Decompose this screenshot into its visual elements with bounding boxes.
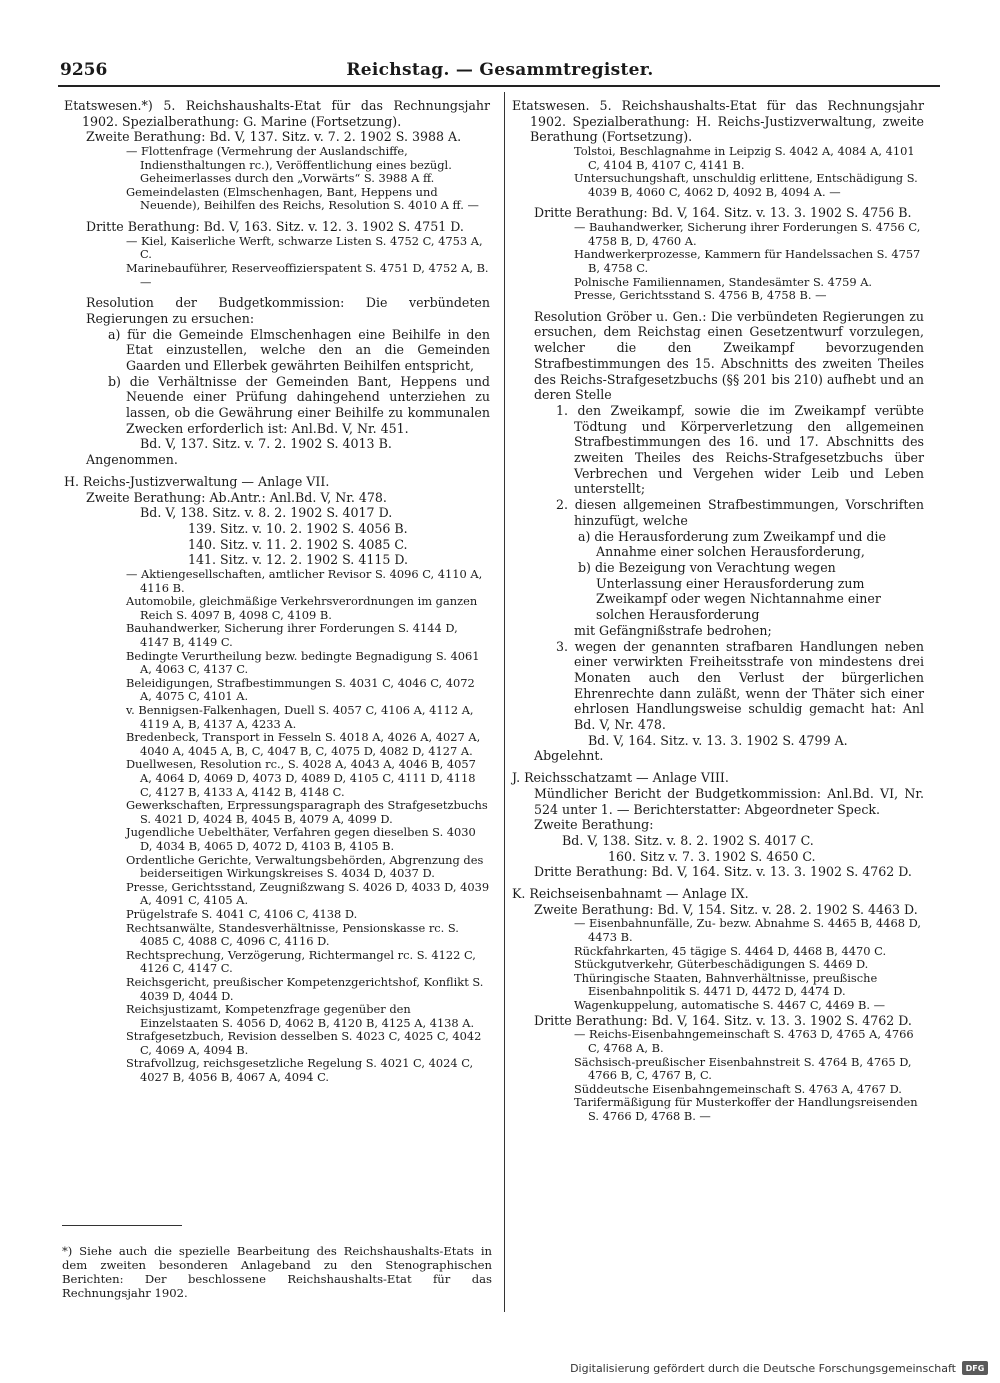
index-entry: Rechtsprechung, Verzögerung, Richtermangel rc. S. 4122 C, 4126 C, 4147 C. [126, 947, 476, 976]
second-reading: Zweite Berathung: Bd. V, 154. Sitz. v. 28. 2. 1902 S. 4463 D. [534, 901, 918, 917]
resolution-item-2b: b) die Bezeigung von Verachtung wegen Unterlassung einer Herausforderung zum Zweikampf oder wegen Nichtannahme einer solchen Herausforderung [578, 560, 881, 623]
resolution-item-3: 3. wegen der genannten strafbaren Handlungen neben einer verwirkten Freiheitsstrafe von mindestens drei Monaten auch den Verlust der bürgerlichen Ehrenrechte dann zuläßt, wenn der Thäter sich einer ehrlosen Handlungsweise schuldig gemacht hat: Anl Bd. V, Nr. 478. [556, 638, 924, 733]
index-entry: Prügelstrafe S. 4041 C, 4106 C, 4138 D. [126, 906, 358, 921]
section-heading-j: J. Reichsschatzamt — Anlage VIII. [512, 770, 729, 786]
footnote: *) Siehe auch die spezielle Bearbeitung des Reichshaushalts-Etats in dem zweiten besonderen Anlageband zu den Stenographischen Berichten: Der beschlossene Reichshaushalts-Etat für das Rechnungsjahr 1902. [62, 1243, 492, 1300]
session-ref: 141. Sitz. v. 12. 2. 1902 S. 4115 D. [188, 552, 409, 568]
resolution-item-a: a) für die Gemeinde Elmschenhagen eine Beihilfe in den Etat einzustellen, welche den an die Gemeinden Gaarden und Ellerbek gewährten Beihilfen entspricht, [108, 326, 490, 373]
resolution-item-2: 2. diesen allgemeinen Strafbestimmungen, Vorschriften hinzufügt, welche [556, 497, 924, 528]
index-entry: Gemeindelasten (Elmschenhagen, Bant, Heppens und Neuende), Beihilfen des Reichs, Resolution S. 4010 A ff. — [126, 184, 479, 213]
index-entry: Presse, Gerichtsstand, Zeugnißzwang S. 4026 D, 4033 D, 4039 A, 4091 C, 4105 A. [126, 879, 490, 908]
index-entry: — Flottenfrage (Vermehrung der Auslandschiffe, Indiensthaltungen rc.), Veröffentlichung eines bezügl. Geheimerlasses durch den „Vorwärts“ S. 3988 A ff. [126, 144, 452, 186]
index-entry: Süddeutsche Eisenbahngemeinschaft S. 4763 A, 4767 D. [574, 1081, 902, 1096]
index-entry: Jugendliche Uebelthäter, Verfahren gegen dieselben S. 4030 D, 4034 B, 4065 D, 4072 D, 4103 B, 4105 B. [126, 825, 476, 853]
header-rule [58, 85, 940, 87]
resolution-reference: Bd. V, 137. Sitz. v. 7. 2. 1902 S. 4013 B. [140, 436, 392, 452]
index-entry: Rechtsanwälte, Standesverhältnisse, Pensionskasse rc. S. 4085 C, 4088 C, 4096 C, 4116 D. [126, 920, 459, 949]
third-reading: Dritte Berathung: Bd. V, 163. Sitz. v. 12. 3. 1902 S. 4751 D. [86, 219, 464, 235]
index-entry: Marinebauführer, Reserveoffizierspatent S. 4751 D, 4752 A, B. — [126, 260, 489, 289]
index-entry: Bredenbeck, Transport in Fesseln S. 4018 A, 4026 A, 4027 A, 4040 A, 4045 A, B, C, 4047 B, C, 4075 D, 4082 D, 4127 A. [126, 730, 481, 758]
column-divider [504, 92, 505, 1312]
index-entry: Tarifermäßigung für Musterkoffer der Handlungsreisenden S. 4766 D, 4768 B. — [574, 1095, 918, 1123]
index-entry: — Eisenbahnunfälle, Zu- bezw. Abnahme S. 4465 B, 4468 D, 4473 B. [574, 916, 921, 945]
credit-text: Digitalisierung gefördert durch die Deutsche Forschungsgemeinschaft [570, 1361, 956, 1375]
index-entry: Reichsgericht, preußischer Kompetenzgerichtshof, Konflikt S. 4039 D, 4044 D. [126, 974, 484, 1003]
index-entry: Beleidigungen, Strafbestimmungen S. 4031 C, 4046 C, 4072 A, 4075 C, 4101 A. [126, 675, 475, 704]
page-title: Reichstag. — Gesammtregister. [346, 60, 654, 80]
resolution-item-1: 1. den Zweikampf, sowie die im Zweikampf verübte Tödtung und Körperverletzung den allgemeinen Strafbestimmungen des 16. und 17. Abschnitts des zweiten Theiles des Reichs-Strafgesetzbuchs über Verbrechen und Vergehen wider Leib und Leben unterstellt; [556, 402, 924, 497]
index-entry: Strafgesetzbuch, Revision desselben S. 4023 C, 4025 C, 4042 C, 4069 A, 4094 B. [126, 1029, 482, 1057]
index-entry: — Reichs-Eisenbahngemeinschaft S. 4763 D, 4765 A, 4766 C, 4768 A, B. [574, 1027, 914, 1055]
footnote-rule [62, 1225, 182, 1226]
dfg-logo-icon: DFG [962, 1361, 988, 1375]
resolution-reference: Bd. V, 164. Sitz. v. 13. 3. 1902 S. 4799 A. [588, 732, 848, 748]
index-entry: Tolstoi, Beschlagnahme in Leipzig S. 4042 A, 4084 A, 4101 C, 4104 B, 4107 C, 4141 B. [574, 144, 915, 172]
resolution-heading: Resolution der Budgetkommission: Die verbündeten Regierungen zu ersuchen: [86, 295, 490, 326]
second-reading: Zweite Berathung: Ab.Antr.: Anl.Bd. V, Nr. 478. [86, 489, 387, 505]
index-entry: Rückfahrkarten, 45 tägige S. 4464 D, 4468 B, 4470 C. [574, 943, 887, 958]
index-entry: Reichsjustizamt, Kompetenzfrage gegenüber den Einzelstaaten S. 4056 D, 4062 B, 4120 B, 4125 A, 4138 A. [126, 1002, 475, 1030]
session-ref: Bd. V, 138. Sitz. v. 8. 2. 1902 S. 4017 D. [140, 505, 393, 521]
resolution-result: Angenommen. [86, 452, 178, 468]
section-intro: Etatswesen.*) 5. Reichshaushalts-Etat für das Rechnungsjahr 1902. Spezialberathung: G. Marine (Fortsetzung). [64, 98, 490, 129]
resolution-item-b: b) die Verhältnisse der Gemeinden Bant, Heppens und Neuende einer Prüfung dahingehend unterziehen zu lassen, ob die Gewährung einer Beihilfe zu kommunalen Zwecken erforderlich ist: Anl.Bd. V, Nr. 451. [108, 373, 490, 436]
index-entry: Bedingte Verurtheilung bezw. bedingte Begnadigung S. 4061 A, 4063 C, 4137 C. [126, 648, 480, 677]
index-entry: Strafvollzug, reichsgesetzliche Regelung S. 4021 C, 4024 C, 4027 B, 4056 B, 4067 A, 4094 C. [126, 1056, 474, 1085]
section-intro: Etatswesen. 5. Reichshaushalts-Etat für das Rechnungsjahr 1902. Spezialberathung: H. Reichs-Justizverwaltung, zweite Berathung (Fortsetzung). [512, 98, 924, 145]
index-entry: Automobile, gleichmäßige Verkehrsverordnungen im ganzen Reich S. 4097 B, 4098 C, 4109 B. [126, 594, 478, 622]
index-entry: Bauhandwerker, Sicherung ihrer Forderungen S. 4144 D, 4147 B, 4149 C. [126, 621, 458, 650]
index-entry: Thüringische Staaten, Bahnverhältnisse, preußische Eisenbahnpolitik S. 4471 D, 4472 D, 4474 D. [574, 970, 878, 999]
index-entry: Wagenkuppelung, automatische S. 4467 C, 4469 B. — [574, 998, 885, 1013]
index-entry: Sächsisch-preußischer Eisenbahnstreit S. 4764 B, 4765 D, 4766 B, C, 4767 B, C. [574, 1054, 912, 1083]
resolution-result: Abgelehnt. [534, 748, 604, 764]
committee-report: Mündlicher Bericht der Budgetkommission: Anl.Bd. VI, Nr. 524 unter 1. — Berichterstatter: Abgeordneter Speck. [534, 785, 924, 817]
index-entry: — Bauhandwerker, Sicherung ihrer Forderungen S. 4756 C, 4758 B, D, 4760 A. [574, 220, 921, 248]
session-ref: 140. Sitz. v. 11. 2. 1902 S. 4085 C. [188, 536, 408, 552]
index-entry: Gewerkschaften, Erpressungsparagraph des Strafgesetzbuchs S. 4021 D, 4024 B, 4045 B, 4079 A, 4099 D. [126, 798, 488, 826]
index-entry: Stückgutverkehr, Güterbeschädigungen S. 4469 D. [574, 957, 869, 972]
left-column [64, 98, 490, 1085]
third-reading: Dritte Berathung: Bd. V, 164. Sitz. v. 13. 3. 1902 S. 4762 D. [534, 864, 912, 880]
index-entry: v. Bennigsen-Falkenhagen, Duell S. 4057 C, 4106 A, 4112 A, 4119 A, B, 4137 A, 4233 A. [126, 703, 474, 731]
second-reading: Zweite Berathung: Bd. V, 137. Sitz. v. 7. 2. 1902 S. 3988 A. [86, 129, 462, 145]
session-ref: 160. Sitz v. 7. 3. 1902 S. 4650 C. [608, 848, 816, 864]
page-number: 9256 [60, 60, 108, 80]
third-reading: Dritte Berathung: Bd. V, 164. Sitz. v. 13. 3. 1902 S. 4762 D. [534, 1012, 912, 1028]
second-reading: Zweite Berathung: [534, 817, 654, 833]
index-entry: Handwerkerprozesse, Kammern für Handelssachen S. 4757 B, 4758 C. [574, 247, 921, 275]
index-entry: Ordentliche Gerichte, Verwaltungsbehörden, Abgrenzung des beiderseitigen Wirkungskreises S. 4034 D, 4037 D. [126, 852, 484, 881]
index-entry: Polnische Familiennamen, Standesämter S. 4759 A. [574, 274, 873, 289]
index-entry: Duellwesen, Resolution rc., S. 4028 A, 4043 A, 4046 B, 4057 A, 4064 D, 4069 D, 4073 D, 4089 D, 4105 C, 4111 D, 4118 C, 4127 B, 4133 A, 4142 B, 4148 C. [126, 757, 476, 799]
resolution-item-2a: a) die Herausforderung zum Zweikampf und die Annahme einer solchen Herausforderung, [578, 528, 886, 560]
third-reading: Dritte Berathung: Bd. V, 164. Sitz. v. 13. 3. 1902 S. 4756 B. [534, 205, 912, 221]
index-entry: Presse, Gerichtsstand S. 4756 B, 4758 B. — [574, 288, 827, 303]
digitization-credit [570, 1361, 988, 1375]
session-ref: 139. Sitz. v. 10. 2. 1902 S. 4056 B. [188, 521, 408, 536]
session-ref: Bd. V, 138. Sitz. v. 8. 2. 1902 S. 4017 C. [562, 832, 814, 848]
index-entry: — Kiel, Kaiserliche Werft, schwarze Listen S. 4752 C, 4753 A, C. [126, 233, 483, 262]
right-column [512, 98, 924, 1123]
section-heading-h: H. Reichs-Justizverwaltung — Anlage VII. [64, 473, 330, 489]
index-entry: — Aktiengesellschaften, amtlicher Revisor S. 4096 C, 4110 A, 4116 B. [126, 567, 483, 595]
resolution-heading: Resolution Gröber u. Gen.: Die verbündeten Regierungen zu ersuchen, dem Reichstag einen Gesetzentwurf vorzulegen, welcher die den Zweikampf bevorzugenden Strafbestimmungen des 15. Abschnitts des zweiten Theiles des Reichs-Strafgesetzbuchs (§§ 201 bis 210) aufhebt und an deren Stelle [534, 308, 924, 403]
section-heading-k: K. Reichseisenbahnamt — Anlage IX. [512, 886, 749, 902]
resolution-item-2-tail: mit Gefängnißstrafe bedrohen; [574, 622, 772, 638]
index-entry: Untersuchungshaft, unschuldig erlittene, Entschädigung S. 4039 B, 4060 C, 4062 D, 4092 B, 4094 A. — [574, 171, 918, 199]
